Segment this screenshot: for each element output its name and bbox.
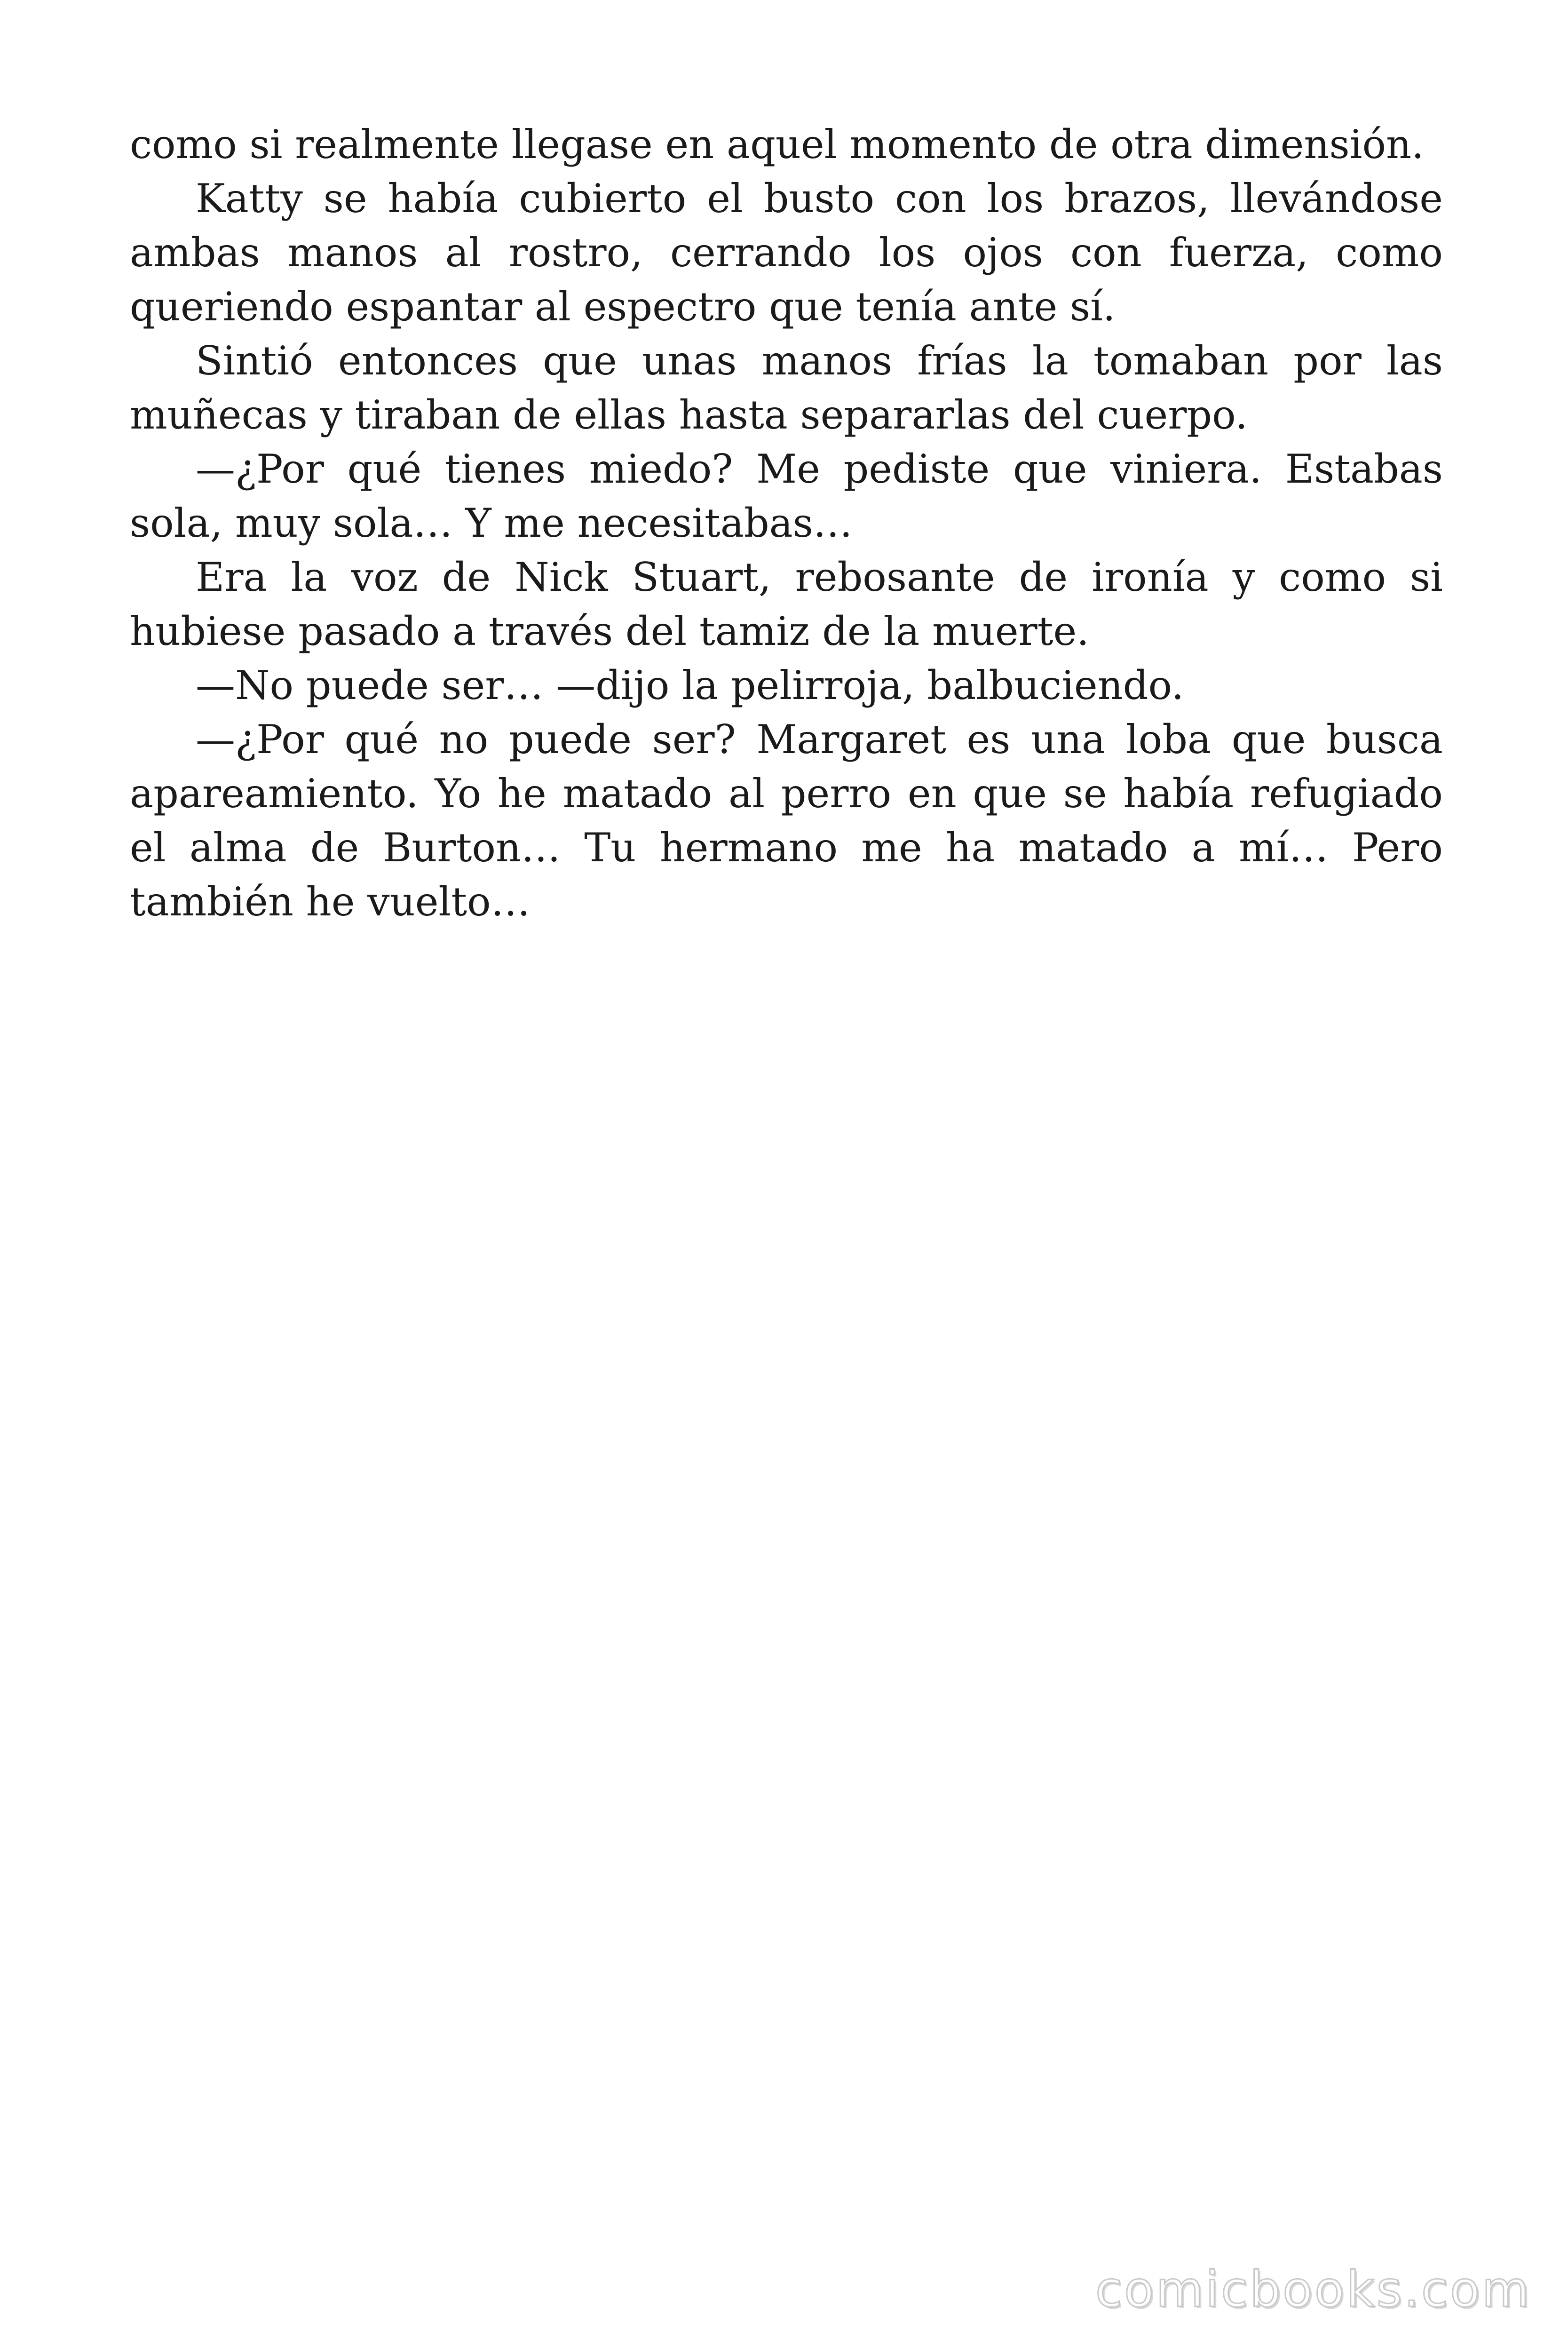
- paragraph-5: Era la voz de Nick Stuart, rebosante de ironía y como si hubiese pasado a través del tamiz de la muerte.: [130, 554, 1443, 654]
- paragraph-4: —¿Por qué tienes miedo? Me pediste que viniera. Estabas sola, muy sola… Y me necesitabas…: [130, 446, 1443, 546]
- paragraph-1: como si realmente llegase en aquel momento de otra dimensión.: [130, 121, 1424, 167]
- paragraph-6: —No puede ser… —dijo la pelirroja, balbuciendo.: [196, 662, 1184, 708]
- paragraph-2: Katty se había cubierto el busto con los brazos, llevándose ambas manos al rostro, cerrando los ojos con fuerza, como queriendo espantar al espectro que tenía ante sí.: [130, 175, 1443, 330]
- paragraph-3: Sintió entonces que unas manos frías la tomaban por las muñecas y tiraban de ellas hasta separarlas del cuerpo.: [130, 338, 1443, 438]
- paragraph-7: —¿Por qué no puede ser? Margaret es una loba que busca apareamiento. Yo he matado al perro en que se había refugiado el alma de Burton… Tu hermano me ha matado a mí… Pero también he vuelto…: [130, 716, 1443, 925]
- site-watermark: comicbooks.com: [1095, 2261, 1531, 2318]
- page-text: [130, 118, 1443, 929]
